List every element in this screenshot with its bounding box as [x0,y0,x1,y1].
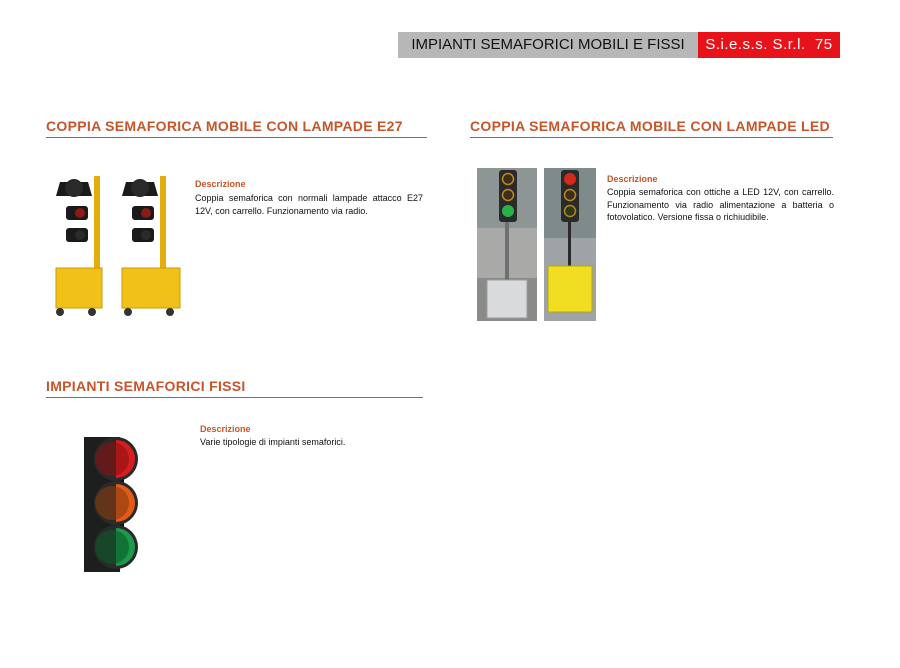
page-number: 75 [814,36,833,53]
mobile-e27-traffic-light-pair-image [52,172,187,322]
led-traffic-light-photo-1 [477,168,537,321]
desc-text-led: Coppia semaforica con ottiche a LED 12V, con carrello. Funzionamento via radio alimentazione a batteria o fotovolatico. Versione fissa o richiudibile. [607,187,834,222]
section-rule-led [470,137,833,138]
led-traffic-light-photo-2 [544,168,596,321]
page-header [398,32,840,58]
header-brand [698,32,840,58]
section-rule-fixed [46,397,423,398]
section-title-fixed: IMPIANTI SEMAFORICI FISSI [46,378,246,394]
brand-name: S.i.e.s.s. S.r.l. [705,36,806,53]
section-title-e27: COPPIA SEMAFORICA MOBILE CON LAMPADE E27 [46,118,403,134]
section-rule-e27 [46,137,427,138]
fixed-traffic-light-image [84,437,146,572]
desc-text-e27: Coppia semaforica con normali lampade attacco E27 12V, con carrello. Funzionamento via radio. [195,193,423,216]
desc-label-fixed: Descrizione [200,424,251,434]
desc-label-e27: Descrizione [195,179,246,189]
header-title: IMPIANTI SEMAFORICI MOBILI E FISSI [398,32,698,58]
desc-text-fixed: Varie tipologie di impianti semaforici. [200,437,346,447]
desc-label-led: Descrizione [607,174,658,184]
section-title-led: COPPIA SEMAFORICA MOBILE CON LAMPADE LED [470,118,830,134]
